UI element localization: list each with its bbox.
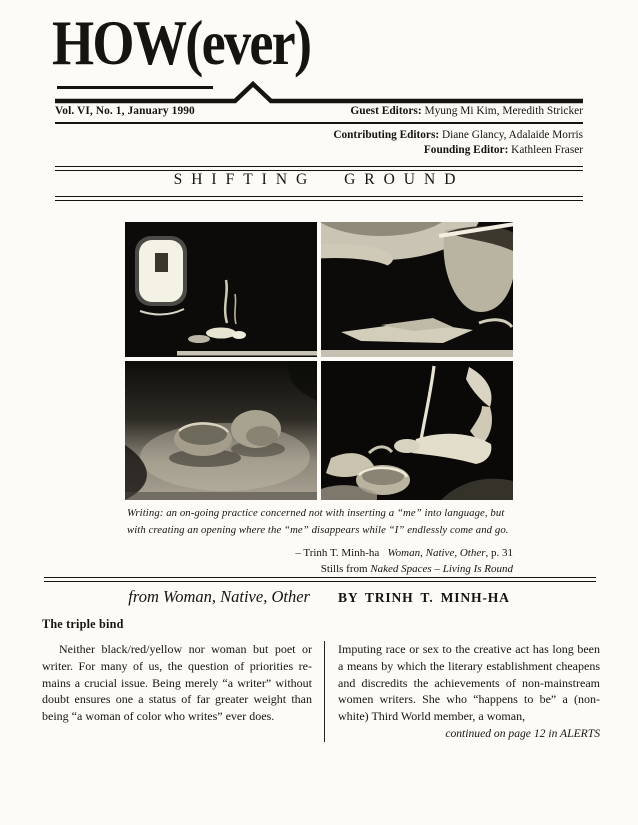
- stills-from-prefix: Stills from: [320, 563, 371, 576]
- section-title: SHIFTING GROUND: [173, 171, 465, 188]
- film-still-bowls: [321, 222, 513, 357]
- contributing-editors-label: Contributing Editors:: [333, 129, 440, 141]
- guest-editors-names: Myung Mi Kim, Meredith Stricker: [424, 105, 583, 117]
- founding-editor: [55, 143, 583, 158]
- issue-number: Vol. VI, No. 1, January 1990: [55, 105, 195, 117]
- attribution-page: , p. 31: [485, 546, 513, 559]
- caption-attribution: [127, 545, 513, 578]
- header-rule: [55, 122, 583, 124]
- stills-film-title: Naked Spaces – Living Is Round: [370, 563, 513, 576]
- contributing-editors-names: Diane Glancy, Adalaide Morris: [441, 129, 583, 141]
- article-byline: BY TRINH T. MINH-HA: [337, 590, 510, 605]
- article-column-left: Neither black/red/yellow nor woman but poet or writer. For many of us, the question of priorities remains a crucial issue. Being merely “a writer” without doubt ensures one a status of far greater weight than being “a woman of color who writes” ever does.: [42, 642, 312, 724]
- still-caption-block: [127, 505, 513, 578]
- founding-editor-name: Kathleen Fraser: [511, 144, 583, 157]
- film-still-collage: [125, 222, 513, 500]
- contributing-editors: [55, 128, 583, 143]
- article-source-title: from Woman, Native, Other: [128, 587, 310, 606]
- article-rule: [44, 577, 596, 582]
- stills-source-line: [127, 561, 513, 578]
- film-still-window-interior: [125, 222, 317, 357]
- founding-editor-label: Founding Editor:: [423, 144, 509, 157]
- continued-notice: continued on page 12 in ALERTS: [445, 726, 600, 740]
- article-heading: [0, 587, 638, 607]
- article-column-right: [324, 641, 600, 742]
- banner-rule-bottom: [55, 196, 583, 201]
- attribution-author: – Trinh T. Minh-ha: [295, 546, 380, 559]
- journal-logo: HOW(ever): [52, 8, 311, 78]
- banner-rule-top: [55, 166, 583, 171]
- attribution-line: [127, 545, 513, 562]
- article-columns: [42, 641, 600, 742]
- film-still-bowls-on-mound: [125, 361, 317, 500]
- article-right-text: Imputing race or sex to the creative act has long been a means by which the literary establishment cheapens and discredits the achievements of non-mainstream women writers. She who “happens to be” a (non-white) Third World member, a woman,: [338, 642, 600, 724]
- issue-row: [55, 105, 583, 117]
- film-still-figure-with-bowls: [321, 361, 513, 500]
- editors-block: [55, 128, 583, 159]
- masthead-caret-rule: [55, 81, 583, 105]
- still-caption: Writing: an on-going practice concerned not with inserting a “me” into language, but with creating an opening where the “me” disappears while “I” endlessly come and go.: [127, 507, 509, 537]
- guest-editors: [350, 105, 583, 117]
- attribution-work-title: Woman, Native, Other: [387, 546, 486, 559]
- guest-editors-label: Guest Editors:: [350, 105, 422, 117]
- article-section-heading: The triple bind: [42, 617, 124, 631]
